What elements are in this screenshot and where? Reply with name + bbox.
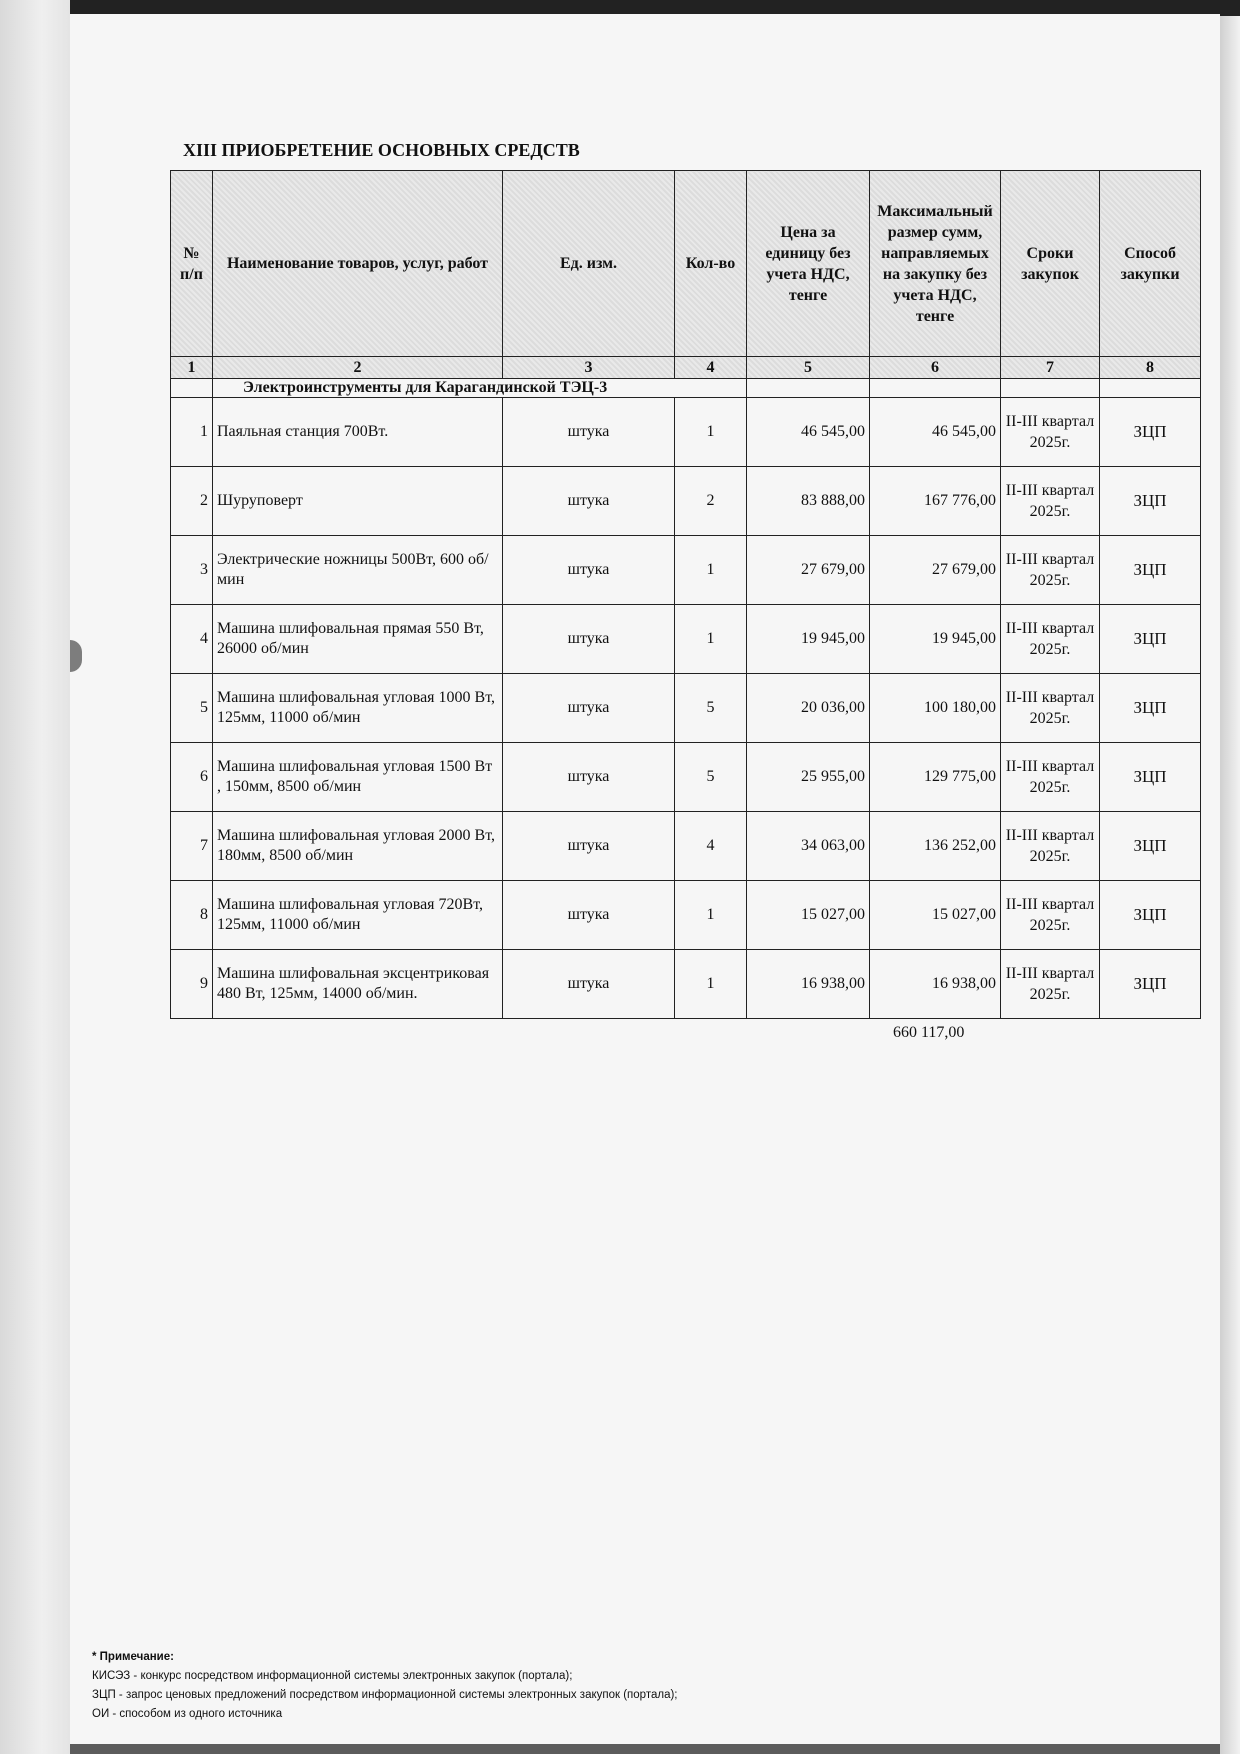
item-unit-price: 16 938,00 — [747, 950, 870, 1019]
item-unit-price: 46 545,00 — [747, 398, 870, 467]
note-line: ЗЦП - запрос ценовых предложений посредством информационной системы электронных закупок (портала); — [92, 1689, 678, 1701]
header-cell-term: Сроки закупок — [1001, 171, 1100, 357]
item-total: 46 545,00 — [870, 398, 1001, 467]
row-number: 5 — [171, 674, 213, 743]
column-number: 1 — [171, 357, 213, 379]
item-total: 15 027,00 — [870, 881, 1001, 950]
item-method: ЗЦП — [1100, 881, 1201, 950]
item-quantity: 1 — [675, 605, 747, 674]
column-numbers-row — [171, 357, 1201, 379]
note-line: ОИ - способом из одного источника — [92, 1708, 283, 1720]
table-row — [171, 467, 1201, 536]
item-unit-price: 27 679,00 — [747, 536, 870, 605]
item-name: Электрические ножницы 500Вт, 600 об/мин — [213, 536, 503, 605]
row-number: 9 — [171, 950, 213, 1019]
section-title: Электроинструменты для Карагандинской ТЭЦ-3 — [213, 379, 747, 398]
column-number: 3 — [503, 357, 675, 379]
row-number: 3 — [171, 536, 213, 605]
section-empty-cell — [1001, 379, 1100, 398]
item-method: ЗЦП — [1100, 950, 1201, 1019]
item-term: II-III квартал 2025г. — [1001, 605, 1100, 674]
item-name: Шуруповерт — [213, 467, 503, 536]
item-unit-price: 25 955,00 — [747, 743, 870, 812]
item-name: Машина шлифовальная эксцентриковая 480 Вт, 125мм, 14000 об/мин. — [213, 950, 503, 1019]
item-unit: штука — [503, 812, 675, 881]
header-cell-method: Способ закупки — [1100, 171, 1201, 357]
scan-right-edge — [1220, 16, 1240, 1754]
item-total: 19 945,00 — [870, 605, 1001, 674]
item-quantity: 1 — [675, 950, 747, 1019]
header-row — [171, 171, 1201, 357]
item-term: II-III квартал 2025г. — [1001, 467, 1100, 536]
item-name: Машина шлифовальная угловая 2000 Вт, 180мм, 8500 об/мин — [213, 812, 503, 881]
item-name: Машина шлифовальная угловая 1500 Вт , 150мм, 8500 об/мин — [213, 743, 503, 812]
header-cell-unit-price: Цена за единицу без учета НДС, тенге — [747, 171, 870, 357]
procurement-table — [170, 170, 1201, 1019]
item-method: ЗЦП — [1100, 743, 1201, 812]
item-quantity: 1 — [675, 881, 747, 950]
notes-block — [92, 1648, 678, 1724]
item-unit: штука — [503, 674, 675, 743]
table-row — [171, 536, 1201, 605]
table-row — [171, 881, 1201, 950]
item-total: 16 938,00 — [870, 950, 1001, 1019]
item-unit-price: 20 036,00 — [747, 674, 870, 743]
table-row — [171, 743, 1201, 812]
item-total: 129 775,00 — [870, 743, 1001, 812]
item-unit: штука — [503, 398, 675, 467]
column-number: 7 — [1001, 357, 1100, 379]
notes-heading: * Примечание: — [92, 1651, 174, 1663]
row-number: 2 — [171, 467, 213, 536]
page-binding-edge — [0, 0, 70, 1754]
header-cell-number: № п/п — [171, 171, 213, 357]
item-total: 27 679,00 — [870, 536, 1001, 605]
row-number: 4 — [171, 605, 213, 674]
item-name: Машина шлифовальная прямая 550 Вт, 26000 об/мин — [213, 605, 503, 674]
item-unit: штука — [503, 467, 675, 536]
row-number: 7 — [171, 812, 213, 881]
item-total: 167 776,00 — [870, 467, 1001, 536]
row-number: 6 — [171, 743, 213, 812]
item-method: ЗЦП — [1100, 812, 1201, 881]
grand-total: 660 117,00 — [893, 1024, 965, 1041]
table-row — [171, 605, 1201, 674]
item-method: ЗЦП — [1100, 674, 1201, 743]
section-empty-cell — [171, 379, 213, 398]
item-total: 100 180,00 — [870, 674, 1001, 743]
item-unit: штука — [503, 743, 675, 812]
item-name: Машина шлифовальная угловая 1000 Вт, 125мм, 11000 об/мин — [213, 674, 503, 743]
section-empty-cell — [747, 379, 870, 398]
item-quantity: 5 — [675, 743, 747, 812]
note-line: КИСЭЗ - конкурс посредством информационной системы электронных закупок (портала); — [92, 1670, 573, 1682]
item-name: Паяльная станция 700Вт. — [213, 398, 503, 467]
item-term: II-III квартал 2025г. — [1001, 743, 1100, 812]
item-quantity: 2 — [675, 467, 747, 536]
item-unit-price: 83 888,00 — [747, 467, 870, 536]
item-unit: штука — [503, 605, 675, 674]
section-empty-cell — [1100, 379, 1201, 398]
item-unit-price: 15 027,00 — [747, 881, 870, 950]
table-row — [171, 812, 1201, 881]
item-method: ЗЦП — [1100, 605, 1201, 674]
section-row — [171, 379, 1201, 398]
item-total: 136 252,00 — [870, 812, 1001, 881]
row-number: 1 — [171, 398, 213, 467]
column-number: 5 — [747, 357, 870, 379]
item-unit: штука — [503, 536, 675, 605]
item-unit: штука — [503, 950, 675, 1019]
item-method: ЗЦП — [1100, 467, 1201, 536]
item-term: II-III квартал 2025г. — [1001, 398, 1100, 467]
item-unit: штука — [503, 881, 675, 950]
item-quantity: 1 — [675, 536, 747, 605]
section-heading: XIII ПРИОБРЕТЕНИЕ ОСНОВНЫХ СРЕДСТВ — [183, 140, 580, 160]
table-row — [171, 398, 1201, 467]
item-term: II-III квартал 2025г. — [1001, 674, 1100, 743]
item-unit-price: 19 945,00 — [747, 605, 870, 674]
column-number: 6 — [870, 357, 1001, 379]
item-term: II-III квартал 2025г. — [1001, 950, 1100, 1019]
column-number: 2 — [213, 357, 503, 379]
row-number: 8 — [171, 881, 213, 950]
header-cell-name: Наименование товаров, услуг, работ — [213, 171, 503, 357]
header-cell-unit: Ед. изм. — [503, 171, 675, 357]
item-term: II-III квартал 2025г. — [1001, 812, 1100, 881]
table-row — [171, 950, 1201, 1019]
item-quantity: 5 — [675, 674, 747, 743]
header-cell-max-amount: Максимальный размер сумм, направляемых на закупку без учета НДС, тенге — [870, 171, 1001, 357]
column-number: 4 — [675, 357, 747, 379]
item-term: II-III квартал 2025г. — [1001, 881, 1100, 950]
item-term: II-III квартал 2025г. — [1001, 536, 1100, 605]
item-method: ЗЦП — [1100, 398, 1201, 467]
item-quantity: 4 — [675, 812, 747, 881]
item-quantity: 1 — [675, 398, 747, 467]
section-empty-cell — [870, 379, 1001, 398]
header-cell-quantity: Кол-во — [675, 171, 747, 357]
item-unit-price: 34 063,00 — [747, 812, 870, 881]
table-row — [171, 674, 1201, 743]
column-number: 8 — [1100, 357, 1201, 379]
item-name: Машина шлифовальная угловая 720Вт, 125мм, 11000 об/мин — [213, 881, 503, 950]
item-method: ЗЦП — [1100, 536, 1201, 605]
